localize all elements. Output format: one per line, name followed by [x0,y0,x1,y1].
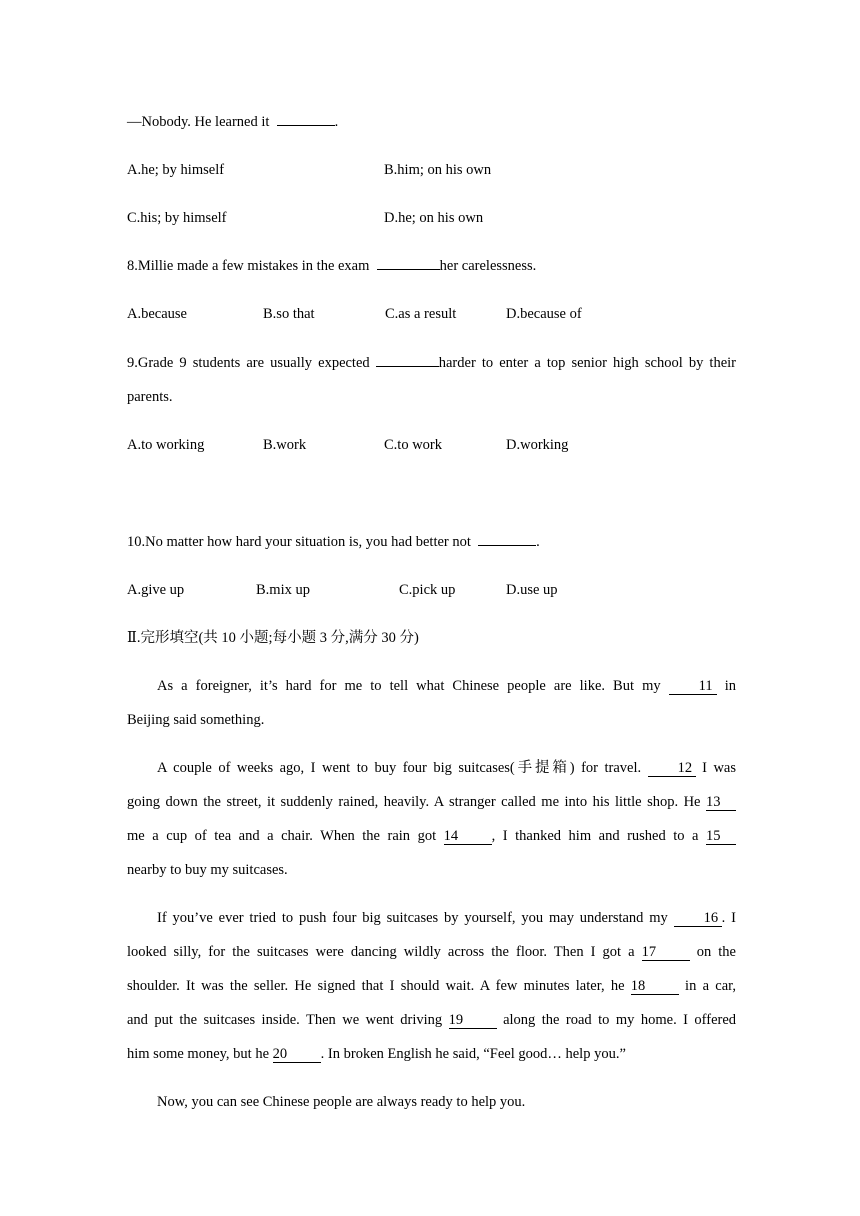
blank-14: 14 [444,828,492,845]
q9-line-2: parents. [127,389,173,405]
q9-option-c: C.to work [384,437,442,453]
q8-option-a: A.because [127,306,187,322]
q9-stem-end: harder to enter a top senior high school by their [438,355,736,371]
p3-text-after-18: in a car, [685,978,737,994]
q9-option-d: D.working [506,437,569,453]
blank-13: 13 [706,794,736,811]
passage-paragraph-1 [127,676,736,744]
p4-line-1: Now, you can see Chinese people are always ready to help you. [157,1094,526,1110]
q7-option-d: D.he; on his own [384,210,484,226]
p3-text-after-17: on the [696,944,736,960]
q9-stem [127,353,736,421]
q10-option-c: C.pick up [399,582,456,598]
p1-text-end: in [724,678,737,694]
q7-answer-line: —Nobody. He learned it . [127,114,339,130]
blank-19: 19 [449,1012,497,1029]
passage-paragraph-2 [127,758,736,894]
q10-stem: 10.No matter how hard your situation is, you had better not . [127,534,540,550]
p3-text-start: If you’ve ever tried to push four big suitcases by yourself, you may understand my [157,910,668,926]
q9-option-a: A.to working [127,437,205,453]
p2-line-3 [127,826,736,860]
q7-option-c: C.his; by himself [127,210,227,226]
p2-line-1 [127,758,736,792]
p3-text-after-20: . In broken English he said, “Feel good… help you.” [320,1046,626,1062]
q8-stem-end: her carelessness. [439,258,537,274]
q9-answer-blank [376,366,439,367]
q10-option-b: B.mix up [256,582,310,598]
q7-answer-text: —Nobody. He learned it [127,114,270,130]
p3-text-after-16: . I [721,910,736,926]
q9-line-1 [127,353,736,387]
p3-text-after-19: along the road to my home. I offered [503,1012,737,1028]
q10-stem-text: 10.No matter how hard your situation is, you had better not [127,534,471,550]
p3-line-2 [127,942,736,976]
q8-option-c: C.as a result [385,306,457,322]
blank-15: 15 [706,828,736,845]
section-heading: Ⅱ.完形填空(共 10 小题;每小题 3 分,满分 30 分) [127,630,419,646]
q8-option-d: D.because of [506,306,582,322]
q9-stem-start: 9.Grade 9 students are usually expected [127,355,370,371]
p3-text-line-3: shoulder. It was the seller. He signed that I should wait. A few minutes later, he [127,978,625,994]
blank-18: 18 [631,978,679,995]
p2-line-2 [127,792,736,826]
q7-option-a: A.he; by himself [127,162,225,178]
p3-line-1 [127,908,736,942]
q8-stem-start: 8.Millie made a few mistakes in the exam [127,258,370,274]
p3-text-line-5: him some money, but he [127,1046,270,1062]
q9-option-b: B.work [263,437,307,453]
passage-paragraph-4 [127,1092,736,1126]
blank-20: 20 [273,1046,321,1063]
p2-text-line-3: me a cup of tea and a chair. When the rain got [127,828,437,844]
p3-line-3 [127,976,736,1010]
p2-text-line-2: going down the street, it suddenly rained, heavily. A stranger called me into his little shop. He [127,794,701,810]
p2-text-after-14: , I thanked him and rushed to a [491,828,699,844]
blank-17: 17 [642,944,690,961]
p3-text-line-4: and put the suitcases inside. Then we went driving [127,1012,443,1028]
q8-answer-blank [377,269,440,270]
passage-paragraph-3 [127,908,736,1078]
p1-line-2: Beijing said something. [127,712,265,728]
p1-text-start: As a foreigner, it’s hard for me to tell what Chinese people are like. But my [157,678,661,694]
q8-option-b: B.so that [263,306,315,322]
p2-line-4: nearby to buy my suitcases. [127,862,288,878]
p3-text-line-2: looked silly, for the suitcases were dancing wildly across the floor. Then I got a [127,944,635,960]
q7-answer-blank [277,125,335,126]
q10-option-d: D.use up [506,582,558,598]
p1-line-1 [127,676,736,710]
q8-stem [127,256,536,276]
q10-option-a: A.give up [127,582,185,598]
q7-option-b: B.him; on his own [384,162,492,178]
p2-text-after-12: I was [702,760,737,776]
p3-line-4 [127,1010,736,1044]
blank-12: 12 [648,760,696,777]
q10-answer-blank [478,545,536,546]
p2-text-start: A couple of weeks ago, I went to buy four big suitcases(手提箱) for travel. [157,760,642,776]
blank-11: 11 [669,678,717,695]
blank-16: 16 [674,910,722,927]
p3-line-5 [127,1044,736,1078]
